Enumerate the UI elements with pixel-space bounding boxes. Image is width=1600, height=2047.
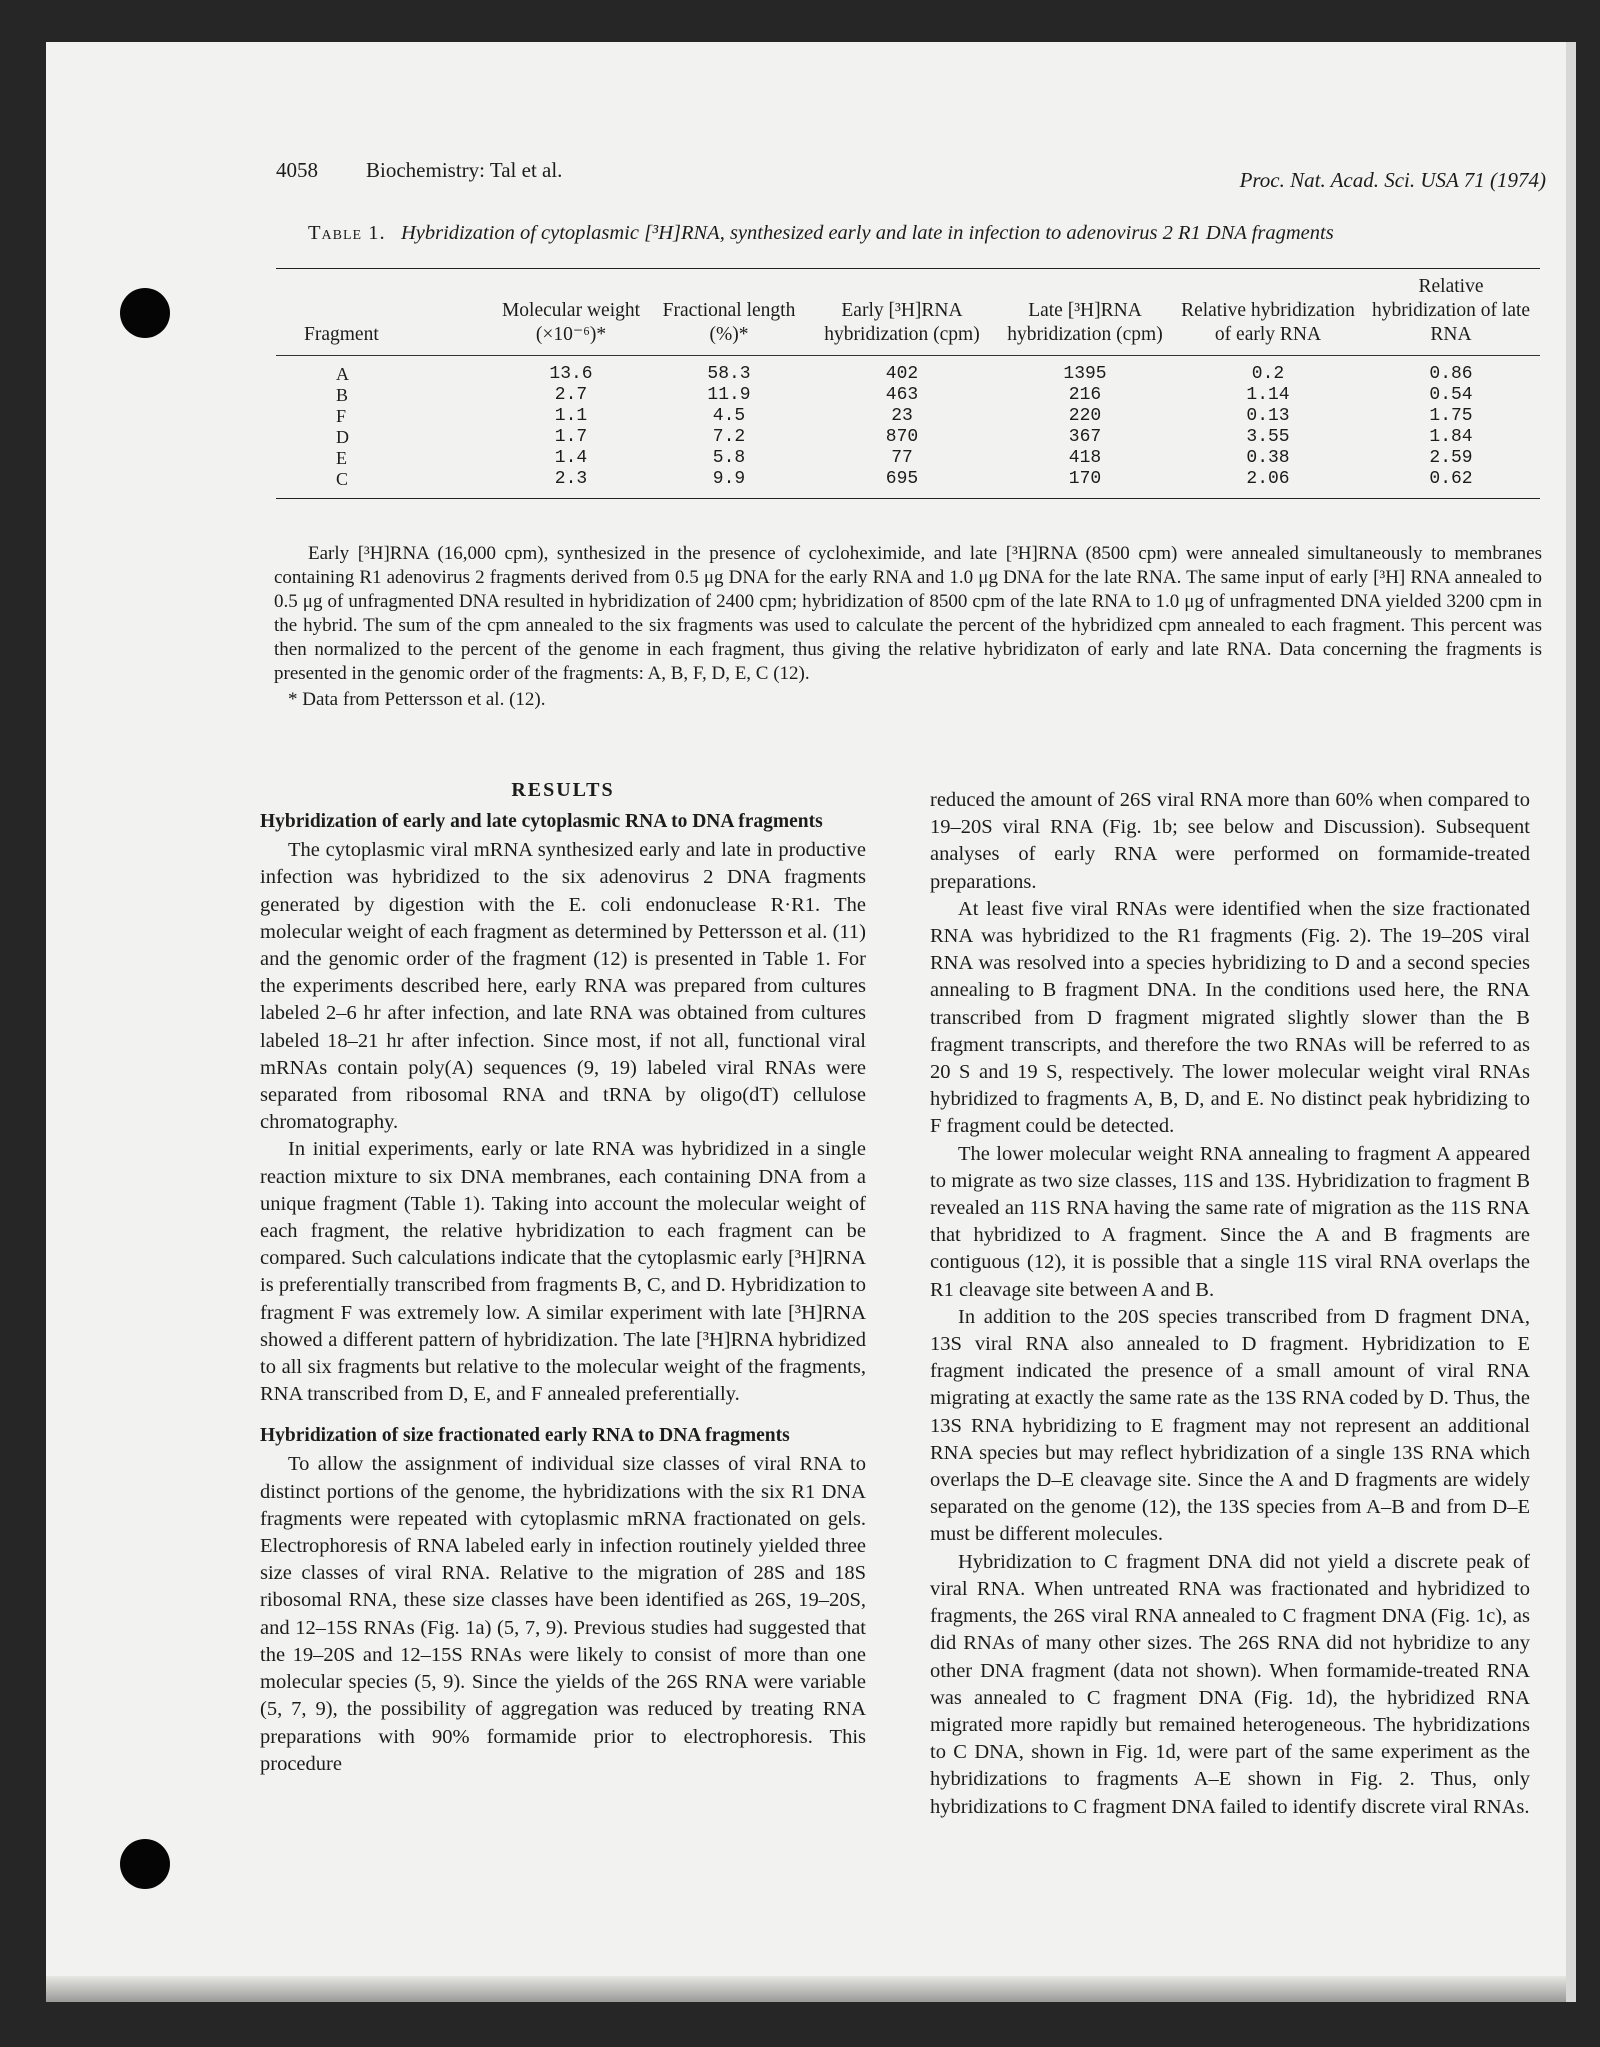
table-cell: 463 bbox=[885, 385, 919, 405]
table-cell: C bbox=[336, 469, 349, 489]
table-cell: 0.86 bbox=[1429, 364, 1473, 384]
table-cell: 0.38 bbox=[1246, 448, 1290, 468]
table-cell: 5.8 bbox=[712, 448, 746, 468]
table-cell: F bbox=[336, 406, 347, 426]
body-paragraph: In addition to the 20S species transcribed from D fragment DNA, 13S viral RNA also annealed to D fragment. Hybridization to E fragment indicated the presence of a small amount of viral RNA migrating at exactly the same rate as the 13S RNA coded by D. Thus, the 13S RNA hybridizing to E fragment may not represent an additional RNA species but may reflect hybridization of a single 13S RNA which overlaps the D–E cleavage site. Since the A and D fragments are widely separated on the genome (12), the 13S species from A–B and from D–E must be different molecules. bbox=[930, 1305, 1530, 1546]
table-cell: 1.84 bbox=[1429, 427, 1473, 447]
table-cell: D bbox=[336, 427, 349, 447]
table-cell: 2.06 bbox=[1246, 469, 1290, 489]
journal-page bbox=[46, 42, 1576, 2002]
table-cell: 13.6 bbox=[549, 364, 593, 384]
body-paragraph: At least five viral RNAs were identified when the size fractionated RNA was hybridized to the R1 fragments (Fig. 2). The 19–20S viral RNA was resolved into a species hybridizing to D and a second species annealing to B fragment DNA. In the conditions used here, the RNA transcribed from D fragment migrated slightly slower than the B fragment transcripts, and therefore the two RNAs will be referred to as 20 S and 19 S, respectively. The lower molecular weight viral RNAs hybridized to fragments A, B, D, and E. No distinct peak hybridizing to F fragment could be detected. bbox=[930, 897, 1530, 1138]
table-row bbox=[276, 385, 1540, 406]
table-cell: 58.3 bbox=[707, 364, 751, 384]
table-cell: 7.2 bbox=[712, 427, 746, 447]
table-cell: 0.54 bbox=[1429, 385, 1473, 405]
running-head: Biochemistry: Tal et al. bbox=[366, 158, 563, 182]
table-cell: 77 bbox=[891, 448, 913, 468]
body-paragraph: To allow the assignment of individual size classes of viral RNA to distinct portions of the genome, the hybridizations with the six R1 DNA fragments were repeated with cytoplasmic mRNA fractionated on gels. Electrophoresis of RNA labeled early in infection routinely yielded three size classes of viral RNA. Relative to the migration of 28S and 18S ribosomal RNA, these size classes have been identified as 26S, 19–20S, and 12–15S RNAs (Fig. 1a) (5, 7, 9). Previous studies had suggested that the 19–20S and 12–15S RNAs were likely to consist of more than one molecular species (5, 9). Since the yields of the 26S RNA were variable (5, 7, 9), the possibility of aggregation was reduced by treating RNA preparations with 90% formamide prior to electrophoresis. This procedure bbox=[260, 1453, 866, 1775]
table-cell: 1.7 bbox=[554, 427, 588, 447]
table-cell: 367 bbox=[1068, 427, 1102, 447]
table-cell: 1.14 bbox=[1246, 385, 1290, 405]
body-paragraph: reduced the amount of 26S viral RNA more than 60% when compared to 19–20S viral RNA (Fig. 1b; see below and Discussion). Subsequent analyses of early RNA were performed on formamide-treated preparations. bbox=[930, 789, 1530, 893]
hybridization-table bbox=[276, 268, 1540, 499]
table-cell: 9.9 bbox=[712, 469, 746, 489]
journal-citation: Proc. Nat. Acad. Sci. USA 71 (1974) bbox=[1239, 168, 1546, 192]
table-row bbox=[276, 427, 1540, 448]
table-cell: 0.2 bbox=[1251, 364, 1285, 384]
table-header-cell: Relative hybridization of late RNA bbox=[1362, 269, 1540, 356]
table-header-cell: Fragment bbox=[276, 269, 492, 356]
table-cell: 1.1 bbox=[554, 406, 588, 426]
table-cell: 402 bbox=[885, 364, 919, 384]
table-title bbox=[308, 222, 1548, 245]
punch-hole bbox=[120, 1839, 170, 1889]
table-cell: A bbox=[336, 364, 349, 384]
table-caption: Hybridization of cytoplasmic [³H]RNA, synthesized early and late in infection to adenovirus 2 R1 DNA fragments bbox=[400, 222, 1334, 244]
table-cell: B bbox=[336, 385, 349, 405]
table-cell: 695 bbox=[885, 469, 919, 489]
body-paragraph: In initial experiments, early or late RNA was hybridized in a single reaction mixture to six DNA membranes, each containing DNA from a unique fragment (Table 1). Taking into account the molecular weight of each fragment, the relative hybridization to each fragment can be compared. Such calculations indicate that the cytoplasmic early [³H]RNA is preferentially transcribed from fragments B, C, and D. Hybridization to fragment F was extremely low. A similar experiment with late [³H]RNA showed a different pattern of hybridization. The late [³H]RNA hybridized to all six fragments but relative to the molecular weight of the fragments, RNA transcribed from D, E, and F annealed preferentially. bbox=[260, 1138, 866, 1406]
table-cell: 0.62 bbox=[1429, 469, 1473, 489]
table-header-cell: Relative hybridization of early RNA bbox=[1174, 269, 1362, 356]
table-cell: 2.7 bbox=[554, 385, 588, 405]
table-row bbox=[276, 469, 1540, 499]
table-cell: 418 bbox=[1068, 448, 1102, 468]
asterisk-note: * Data from Pettersson et al. (12). bbox=[288, 689, 546, 710]
table-cell: 216 bbox=[1068, 385, 1102, 405]
section-heading: RESULTS bbox=[511, 779, 615, 801]
right-column bbox=[930, 787, 1530, 1821]
table-header-cell: Fractional length (%)* bbox=[650, 269, 808, 356]
table-cell: 2.59 bbox=[1429, 448, 1473, 468]
body-paragraph: The lower molecular weight RNA annealing to fragment A appeared to migrate as two size classes, 11S and 13S. Hybridization to fragment B revealed an 11S RNA having the same rate of migration as the 11S RNA that hybridized to A fragment. Since the A and B fragments are contiguous (12), it is possible that a single 11S viral RNA overlaps the R1 cleavage site between A and B. bbox=[930, 1142, 1530, 1301]
table-cell: E bbox=[336, 448, 347, 468]
table-cell: 0.13 bbox=[1246, 406, 1290, 426]
table-row bbox=[276, 406, 1540, 427]
table-cell: 3.55 bbox=[1246, 427, 1290, 447]
table-cell: 2.3 bbox=[554, 469, 588, 489]
table-cell: 1.75 bbox=[1429, 406, 1473, 426]
table-cell: 11.9 bbox=[707, 385, 751, 405]
table-cell: 23 bbox=[891, 406, 913, 426]
table-label: Table 1. bbox=[308, 222, 386, 244]
body-paragraph: Hybridization to C fragment DNA did not yield a discrete peak of viral RNA. When untreated RNA was fractionated and hybridized to fragments, the 26S viral RNA annealed to C fragment DNA (Fig. 1c), as did RNAs of many other sizes. The 26S RNA did not hybridize to any other DNA fragment (data not shown). When formamide-treated RNA was annealed to C fragment DNA (Fig. 1d), the hybridized RNA migrated more rapidly but remained heterogeneous. The hybridizations to C DNA, shown in Fig. 1d, were part of the same experiment as the hybridizations to fragments A–E shown in Fig. 2. Thus, only hybridizations to C fragment DNA failed to identify discrete viral RNAs. bbox=[930, 1550, 1530, 1818]
table-cell: 870 bbox=[885, 427, 919, 447]
page-number: 4058 bbox=[276, 158, 318, 182]
table-cell: 1.4 bbox=[554, 448, 588, 468]
subsection-heading: Hybridization of early and late cytoplasmic RNA to DNA fragments bbox=[260, 811, 823, 833]
body-paragraph: The cytoplasmic viral mRNA synthesized early and late in productive infection was hybridized to the six adenovirus 2 DNA fragments generated by digestion with the E. coli endonuclease R·R1. The molecular weight of each fragment as determined by Pettersson et al. (11) and the genomic order of the fragment (12) is presented in Table 1. For the experiments described here, early RNA was prepared from cultures labeled 2–6 hr after infection, and late RNA was obtained from cultures labeled 18–21 hr after infection. Since most, if not all, functional viral mRNAs contain poly(A) sequences (9, 19) labeled viral RNAs were separated from ribosomal RNA and tRNA by oligo(dT) cellulose chromatography. bbox=[260, 839, 866, 1134]
table-cell: 4.5 bbox=[712, 406, 746, 426]
table-header-cell: Molecular weight (×10⁻⁶)* bbox=[492, 269, 650, 356]
left-column bbox=[260, 777, 866, 1778]
footnote-text: Early [³H]RNA (16,000 cpm), synthesized in the presence of cycloheximide, and late [³H]RNA (8500 cpm) were annealed simultaneously to membranes containing R1 adenovirus 2 fragments derived from 0.5 μg DNA for the early RNA and 1.0 μg DNA for the late RNA. The same input of early [³H] RNA annealed to 0.5 μg of unfragmented DNA resulted in hybridization of 2400 cpm; hybridization of 8500 cpm of the late RNA to 1.0 μg of unfragmented DNA yielded 3200 cpm in the hybrid. The sum of the cpm annealed to the six fragments was used to calculate the percent of the hybridized cpm annealed to each fragment. This percent was then normalized to the percent of the genome in each fragment, thus giving the relative hybridizaton of early and late RNA. Data concerning the fragments is presented in the genomic order of the fragments: A, B, F, D, E, C (12). bbox=[274, 543, 1542, 684]
punch-hole bbox=[120, 288, 170, 338]
table-cell: 1395 bbox=[1063, 364, 1107, 384]
table-cell: 170 bbox=[1068, 469, 1102, 489]
table-row bbox=[276, 448, 1540, 469]
table-header-cell: Late [³H]RNA hybridization (cpm) bbox=[996, 269, 1174, 356]
table-row bbox=[276, 356, 1540, 386]
subsection-heading: Hybridization of size fractionated early RNA to DNA fragments bbox=[260, 1425, 790, 1447]
table-footnote bbox=[274, 542, 1542, 712]
page-header bbox=[276, 158, 1546, 194]
table-cell: 220 bbox=[1068, 406, 1102, 426]
table-header-cell: Early [³H]RNA hybridization (cpm) bbox=[808, 269, 996, 356]
